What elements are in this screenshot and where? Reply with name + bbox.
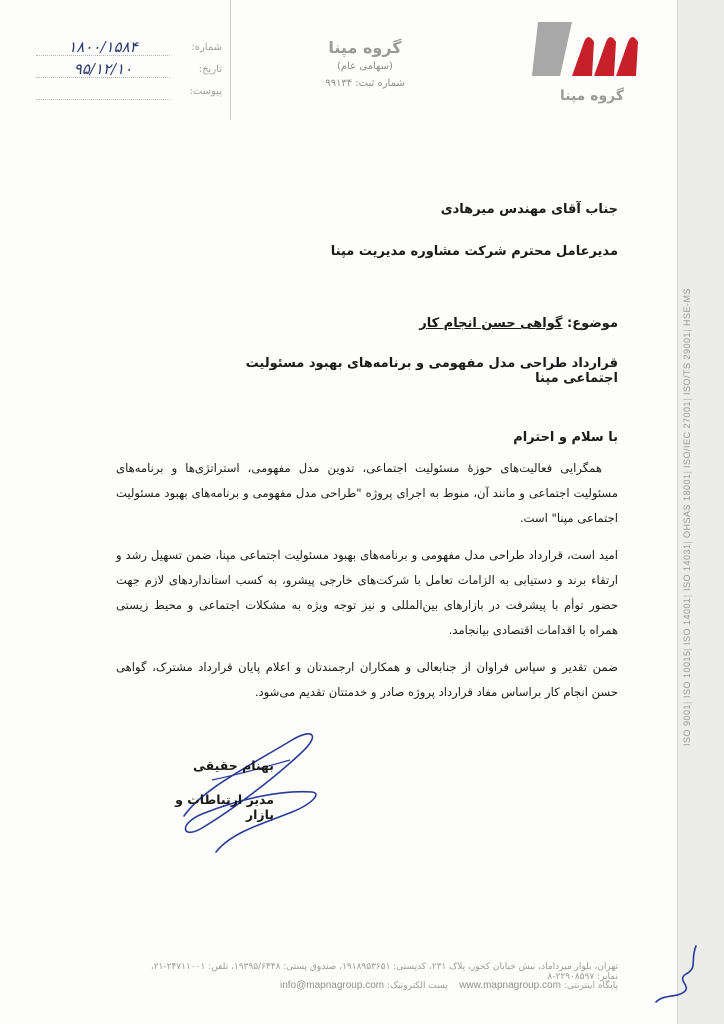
company-block — [300, 38, 430, 89]
contract-title: قرارداد طراحی مدل مفهومی و برنامه‌های بهبود مسئولیت اجتماعی مپنا — [245, 356, 618, 386]
subject-text: گواهی حسن انجام کار — [419, 316, 563, 331]
greeting: با سلام و احترام — [513, 430, 618, 445]
footer-address: تهران، بلوار میرداماد، نبش خیابان کحور، پلاک ۲۳۱، کدپستی: ۱۹۱۸۹۵۳۶۵۱، صندوق پستی: ۱۹۳۹۵/۶۴۴۸، تلفن: ۲۴۷۱۱۰۰۱-۲۱، نمابر: ۲۲۹۰۸۵۹۷-۸ — [150, 962, 618, 982]
cert-item: OHSAS 18001 — [682, 473, 692, 539]
initial-mark-icon — [646, 940, 706, 1010]
paragraph-1: همگرایی فعالیت‌های حوزهٔ مسئولیت اجتماعی، تدوین مدل مفهومی، استراتژی‌ها و برنامه‌های مسئولیت اجتماعی و مانند آن، منوط به اجرای پروژه "طراحی مدل مفهومی و برنامه‌های بهبود مسئولیت اجتماعی مپنا" است. — [116, 461, 618, 525]
subject-line — [150, 316, 618, 331]
paragraph-3: ضمن تقدیر و سپاس فراوان از جنابعالی و همکاران ارجمندتان و اعلام پایان قرارداد مشترک، گواهی حسن انجام کار براساس مفاد قرارداد پروژه صادر و خدمتتان تقدیم می‌شود. — [116, 660, 618, 699]
meta-date-row — [36, 60, 222, 82]
meta-date-value: ۹۵/۱۲/۱۰ — [73, 60, 133, 78]
meta-attachment-label: پیوست: — [189, 86, 222, 97]
cert-item: ISO/TS 29001 — [682, 331, 692, 395]
certification-list: ISO 9001| ISO 10015| ISO 14001| ISO 14031| OHSAS 18001| ISO/IEC 27001| ISO/TS 29001| HSE-MS — [682, 222, 720, 812]
website-link[interactable]: www.mapnagroup.com — [459, 980, 561, 991]
registration-number: شماره ثبت: ۹۹۱۳۴ — [325, 78, 405, 89]
cert-item: ISO 10015 — [682, 650, 692, 699]
cert-item: ISO 14001 — [682, 597, 692, 645]
email-link[interactable]: info@mapnagroup.com — [279, 980, 385, 991]
handwritten-signature-icon — [172, 720, 332, 860]
email-label: پست الکترونیک: — [386, 981, 448, 991]
meta-date-label: تاریخ: — [198, 64, 222, 75]
meta-number-row — [36, 38, 222, 60]
cert-item: HSE-MS — [682, 287, 692, 326]
meta-attachment-row — [36, 82, 222, 104]
addressee-line-2: مدیرعامل محترم شرکت مشاوره مدیریت مپنا — [330, 244, 618, 259]
signer-name: بهنام حقیقی — [192, 758, 274, 773]
company-name: گروه مپنا — [328, 38, 402, 57]
cert-item: ISO 14031 — [682, 543, 692, 592]
header-divider — [230, 0, 231, 120]
meta-number-label: شماره: — [191, 42, 222, 53]
svg-text:گروه مپنا: گروه مپنا — [559, 88, 625, 104]
cert-item: ISO 9001 — [682, 704, 692, 747]
subject-label: موضوع: — [567, 316, 618, 331]
paragraph-2: امید است، قرارداد طراحی مدل مفهومی و برنامه‌های بهبود مسئولیت اجتماعی مپنا، ضمن تسهیل رشد و ارتقاء برند و دستیابی به الزامات تعامل با شرکت‌های خارجی پیشرو، به کسب استانداردهای لازم جهت حضور توأم با پیشرفت در بازارهای بین‌المللی و نیز توجه ویژه به مشکلات اجتماعی و محیط زیستی همراه با اقدامات اقتصادی بیانجامد. — [116, 548, 618, 637]
company-type: (سهامی عام) — [337, 61, 393, 72]
addressee-line-1: جناب آقای مهندس میرهادی — [440, 202, 618, 217]
website-label: پایگاه اینترنتی: — [563, 981, 618, 991]
letter-meta — [36, 38, 222, 104]
cert-item: ISO/IEC 27001 — [682, 400, 692, 468]
signer-title: مدیر ارتباطات و بازار — [175, 792, 274, 822]
footer-contacts — [150, 980, 618, 991]
mapna-logo-icon — [532, 20, 642, 110]
meta-number-value: ۱۸۰۰/۱۵۸۴ — [68, 38, 138, 56]
